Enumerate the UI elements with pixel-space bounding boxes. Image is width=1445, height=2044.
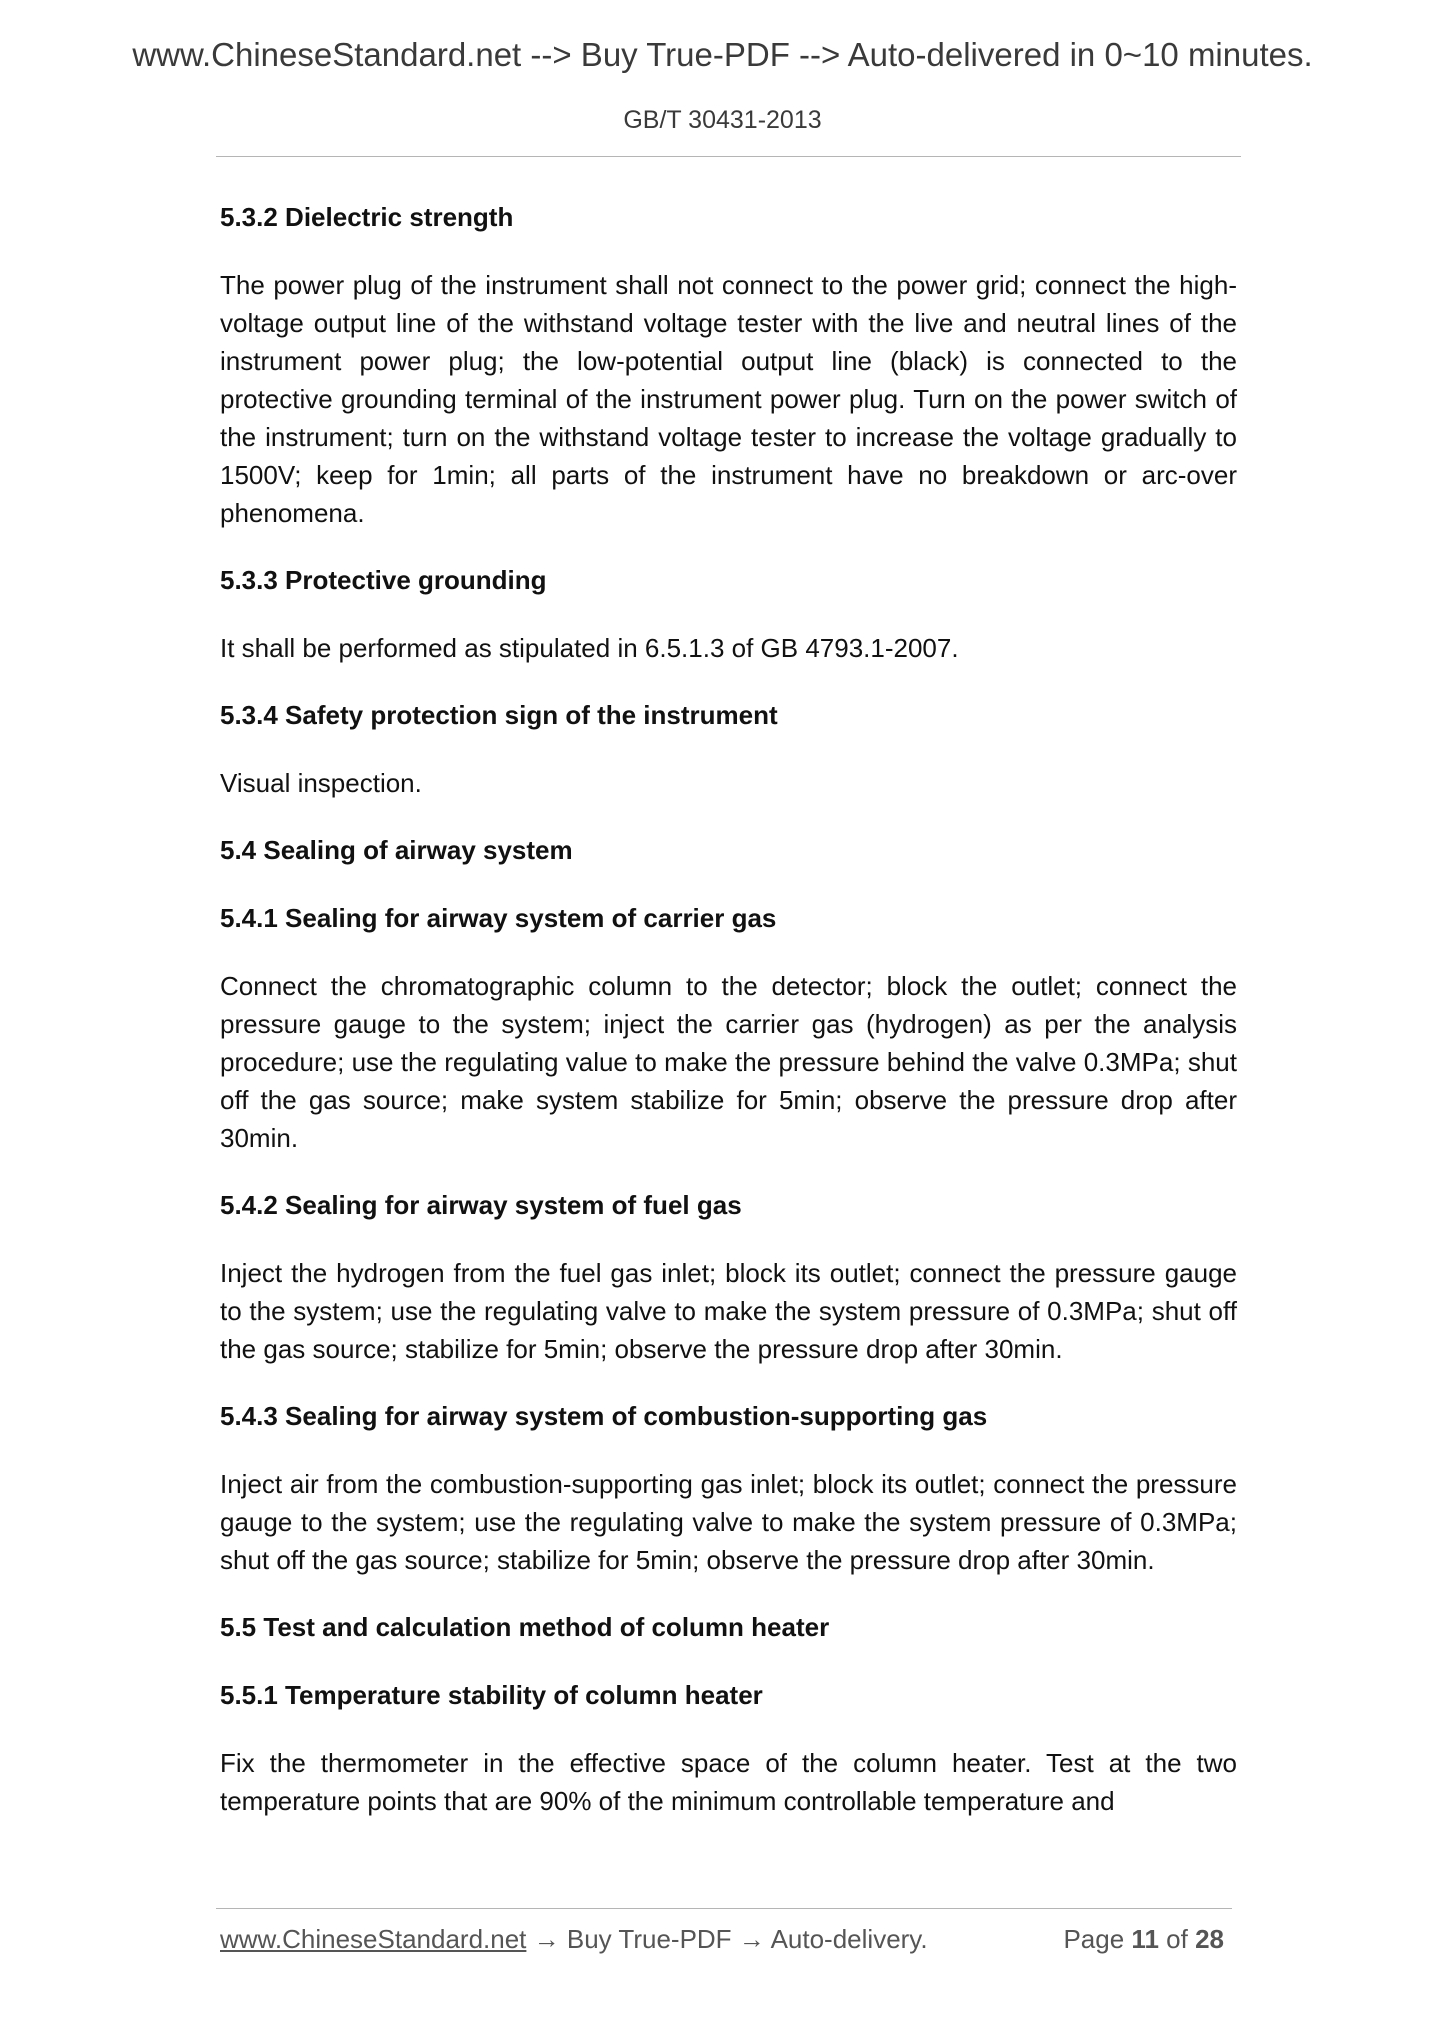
section-paragraph: Inject the hydrogen from the fuel gas inlet; block its outlet; connect the pressure gauge to the system; use the regulating valve to make the system pressure of 0.3MPa; shut off the gas source; stabilize for 5min; observe the pressure drop after 30min.: [220, 1258, 1237, 1364]
site-banner: www.ChineseStandard.net --> Buy True-PDF --> Auto-delivered in 0~10 minutes.: [132, 36, 1313, 73]
section-heading: 5.4.3 Sealing for airway system of combustion-supporting gas: [220, 1401, 988, 1431]
page-number: 11: [1131, 1924, 1159, 1954]
page-label: Page: [1063, 1924, 1125, 1954]
total-pages: 28: [1195, 1924, 1224, 1954]
footer-site-link[interactable]: www.ChineseStandard.net: [220, 1924, 527, 1954]
page-footer: [220, 1924, 1232, 1955]
footer-divider: [216, 1908, 1232, 1909]
section-paragraph: Visual inspection.: [220, 768, 422, 798]
section-heading: 5.3.4 Safety protection sign of the instrument: [220, 700, 778, 730]
document-body: [220, 198, 1237, 1849]
section-paragraph: Inject air from the combustion-supporting gas inlet; block its outlet; connect the pressure gauge to the system; use the regulating valve to make the system pressure of 0.3MPa; shut off the gas source; stabilize for 5min; observe the pressure drop after 30min.: [220, 1469, 1237, 1575]
section-heading: 5.5 Test and calculation method of column heater: [220, 1612, 830, 1642]
section-paragraph: The power plug of the instrument shall not connect to the power grid; connect the high-voltage output line of the withstand voltage tester with the live and neutral lines of the instrument power plug; the low-potential output line (black) is connected to the protective grounding terminal of the instrument power plug. Turn on the power switch of the instrument; turn on the withstand voltage tester to increase the voltage gradually to 1500V; keep for 1min; all parts of the instrument have no breakdown or arc-over phenomena.: [220, 270, 1237, 528]
section-paragraph: Connect the chromatographic column to the detector; block the outlet; connect the pressure gauge to the system; inject the carrier gas (hydrogen) as per the analysis procedure; use the regulating value to make the pressure behind the valve 0.3MPa; shut off the gas source; make system stabilize for 5min; observe the pressure drop after 30min.: [220, 971, 1237, 1153]
section-paragraph: It shall be performed as stipulated in 6.5.1.3 of GB 4793.1-2007.: [220, 633, 959, 663]
page-indicator: [1063, 1924, 1224, 1955]
section-heading: 5.4 Sealing of airway system: [220, 835, 573, 865]
section-heading: 5.5.1 Temperature stability of column heater: [220, 1680, 763, 1710]
standard-code: GB/T 30431-2013: [623, 106, 822, 134]
footer-tagline: → Buy True-PDF → Auto-delivery.: [526, 1924, 928, 1954]
header-divider: [216, 156, 1241, 157]
section-heading: 5.3.2 Dielectric strength: [220, 202, 514, 232]
section-paragraph: Fix the thermometer in the effective space of the column heater. Test at the two temperature points that are 90% of the minimum controllable temperature and: [220, 1748, 1237, 1816]
section-heading: 5.4.2 Sealing for airway system of fuel gas: [220, 1190, 742, 1220]
section-heading: 5.4.1 Sealing for airway system of carrier gas: [220, 903, 777, 933]
section-heading: 5.3.3 Protective grounding: [220, 565, 547, 595]
of-label: of: [1166, 1924, 1188, 1954]
